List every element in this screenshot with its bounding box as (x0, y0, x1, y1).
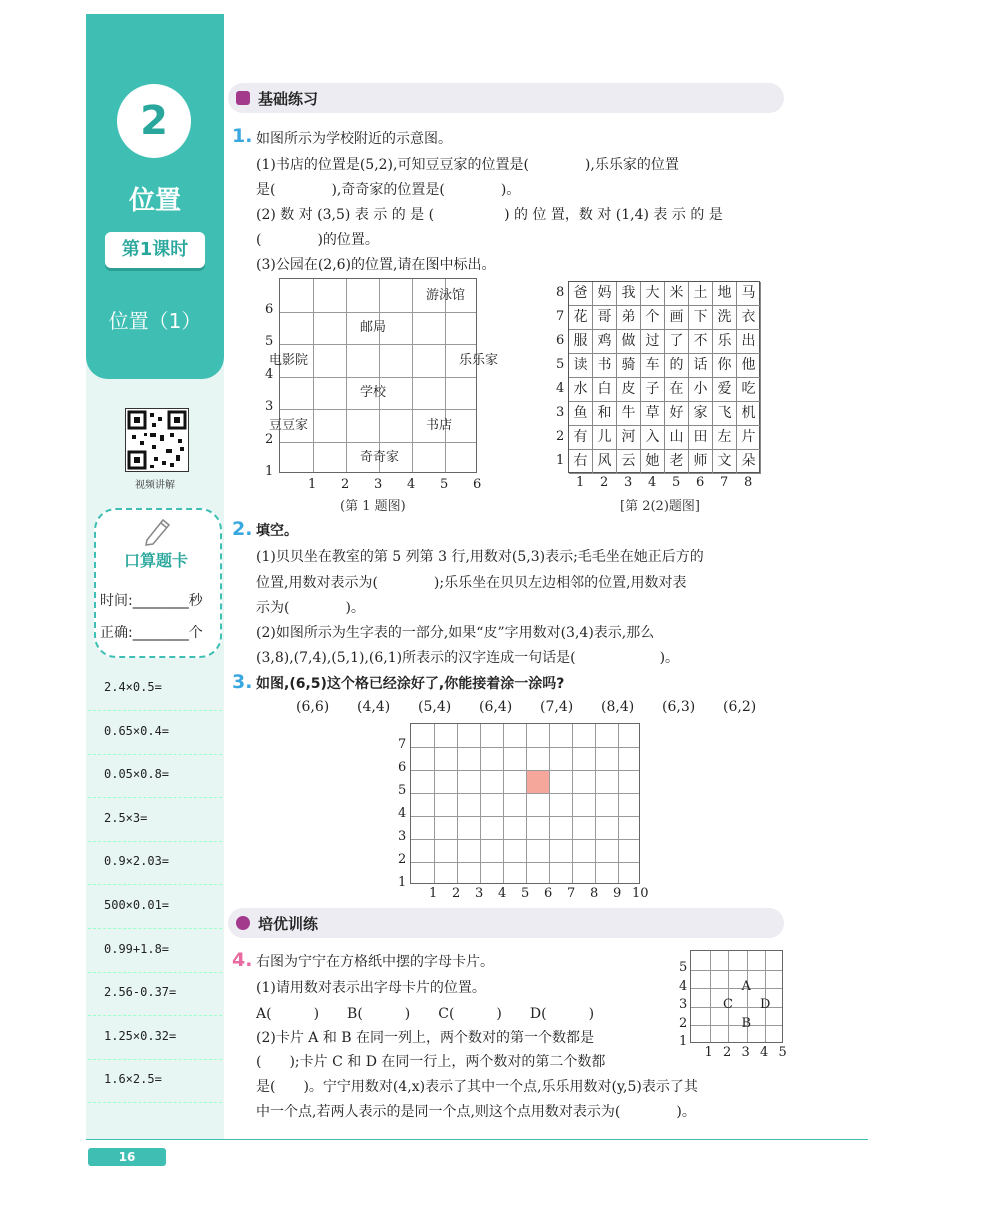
q1-line: 是( ),奇奇家的位置是( )。 (256, 182, 521, 198)
oral-item: 2.56-0.37= (104, 985, 177, 1000)
oral-item: 1.25×0.32= (104, 1028, 177, 1043)
axis-tick-label: 1 (429, 886, 438, 901)
axis-tick-label: 3 (679, 997, 688, 1012)
row-label: 1 (556, 453, 565, 468)
axis-tick-label: 6 (265, 301, 274, 317)
char-cell: 服 (569, 330, 593, 354)
row-label: 4 (556, 381, 565, 396)
axis-tick-label: 8 (590, 886, 599, 901)
axis-tick-label: 1 (308, 477, 317, 492)
char-cell: 鸡 (593, 330, 617, 354)
q4-line: 是( )。宁宁用数对(4,x)表示了其中一个点,乐乐用数对(y,5)表示了其 (256, 1079, 698, 1095)
axis-tick-label: 4 (398, 806, 407, 821)
q2-line: 位置,用数对表示为( );乐乐坐在贝贝左边相邻的位置,用数对表 (256, 575, 687, 591)
char-cell: 文 (713, 450, 737, 474)
axis-tick-label: 5 (440, 477, 449, 492)
grid-line (280, 344, 476, 345)
q1-line: (3)公园在(2,6)的位置,请在图中标出。 (256, 257, 496, 273)
lesson-title: 位置（1） (108, 309, 202, 333)
char-cell: 花 (569, 306, 593, 330)
char-cell: 话 (689, 354, 713, 378)
char-cell: 老 (665, 450, 689, 474)
q2-line: (2)如图所示为生字表的一部分,如果“皮”字用数对(3,4)表示,那么 (256, 625, 655, 641)
letter-card: D (760, 997, 771, 1012)
pencil-icon (143, 516, 171, 546)
map-place-label: 书店 (426, 417, 453, 433)
axis-tick-label: 4 (407, 477, 416, 492)
char-cell: 鱼 (569, 402, 593, 426)
coloring-grid-area[interactable] (410, 723, 640, 884)
row-label: 6 (556, 333, 565, 348)
grid-line (445, 279, 446, 472)
char-cell: 飞 (713, 402, 737, 426)
q2-line: (3,8),(7,4),(5,1),(6,1)所表示的汉字连成一句话是( )。 (256, 650, 680, 666)
q1-line: (1)书店的位置是(5,2),可知豆豆家的位置是( ),乐乐家的位置 (256, 157, 679, 173)
oral-divider (88, 797, 222, 798)
grid-line (280, 312, 476, 313)
char-cell: 和 (593, 402, 617, 426)
char-cell: 家 (689, 402, 713, 426)
char-cell: 田 (689, 426, 713, 450)
q1-intro: 如图所示为学校附近的示意图。 (256, 131, 452, 147)
char-cell: 牛 (617, 402, 641, 426)
row-label: 5 (556, 357, 565, 372)
char-cell: 读 (569, 354, 593, 378)
map-place-label: 学校 (360, 385, 387, 400)
char-cell: 洗 (713, 306, 737, 330)
oral-item: 0.9×2.03= (104, 854, 170, 869)
axis-tick-label: 2 (398, 852, 407, 867)
char-cell: 有 (569, 426, 593, 450)
oral-item: 2.5×3= (104, 810, 148, 825)
coordinate-pair: (5,4) (418, 699, 452, 715)
map-place-label: 乐乐家 (459, 352, 499, 368)
grid-line (411, 816, 639, 817)
col-label: 3 (624, 475, 633, 490)
char-cell: 骑 (617, 354, 641, 378)
coordinate-pair: (8,4) (601, 699, 635, 715)
grid-line (379, 279, 380, 472)
char-cell: 乐 (713, 330, 737, 354)
filled-cell (526, 770, 549, 793)
char-cell: 爱 (713, 378, 737, 402)
lesson-badge: 第1课时 (105, 232, 205, 268)
axis-tick-label: 7 (567, 886, 576, 901)
map-place-label: 奇奇家 (360, 450, 400, 465)
char-cell: 车 (641, 354, 665, 378)
axis-tick-label: 2 (452, 886, 461, 901)
axis-tick-label: 5 (398, 783, 407, 798)
char-cell: 他 (737, 354, 761, 378)
char-cell: 个 (641, 306, 665, 330)
char-cell: 我 (617, 282, 641, 306)
grid-line (412, 279, 413, 472)
map-place-label: 豆豆家 (269, 417, 309, 433)
oral-divider (88, 841, 222, 842)
axis-tick-label: 4 (265, 366, 274, 382)
coordinate-pair: (4,4) (357, 699, 391, 715)
page-number: 16 (88, 1148, 166, 1166)
axis-tick-label: 3 (265, 399, 274, 414)
char-cell: 大 (641, 282, 665, 306)
axis-tick-label: 6 (544, 886, 553, 901)
row-label: 7 (556, 309, 565, 324)
oral-divider (88, 754, 222, 755)
char-cell: 吃 (737, 378, 761, 402)
grid-line (411, 747, 639, 748)
axis-tick-label: 2 (723, 1044, 732, 1060)
axis-tick-label: 4 (760, 1044, 769, 1060)
char-cell: 的 (665, 354, 689, 378)
oral-item: 500×0.01= (104, 898, 170, 912)
char-cell: 衣 (737, 306, 761, 330)
col-label: 5 (672, 475, 681, 490)
axis-tick-label: 5 (265, 334, 274, 349)
map-place-label: 电影院 (269, 352, 309, 368)
char-cell: 右 (569, 450, 593, 474)
axis-tick-label: 3 (741, 1044, 750, 1060)
coordinate-pair: (7,4) (540, 699, 574, 715)
axis-tick-label: 5 (778, 1044, 787, 1060)
map-grid[interactable] (279, 278, 477, 473)
char-cell: 爸 (569, 282, 593, 306)
grid-line (346, 279, 347, 472)
unit-title: 位置 (128, 186, 181, 216)
q1-line: (2) 数 对 (3,5) 表 示 的 是 ( ) 的 位 置，数 对 (1,4) 表 示 的 是 (256, 207, 723, 223)
coordinate-pair: (6,2) (723, 699, 757, 715)
char-cell: 弟 (617, 306, 641, 330)
row-label: 8 (556, 285, 565, 300)
grid-line (280, 409, 476, 410)
axis-tick-label: 9 (613, 886, 622, 901)
oral-divider (88, 710, 222, 711)
char-cell: 儿 (593, 426, 617, 450)
char-cell: 下 (689, 306, 713, 330)
char-cell: 哥 (593, 306, 617, 330)
axis-tick-label: 4 (679, 978, 688, 994)
oral-divider (88, 1102, 222, 1103)
grid-line (710, 951, 711, 1042)
col-label: 8 (744, 475, 753, 490)
char-cell: 皮 (617, 378, 641, 402)
coordinate-pair: (6,3) (662, 699, 696, 715)
grid-line (411, 839, 639, 840)
char-cell: 过 (641, 330, 665, 354)
card-title: 口算题卡 (123, 551, 188, 570)
char-cell: 片 (737, 426, 761, 450)
char-cell: 风 (593, 450, 617, 474)
axis-tick-label: 1 (679, 1034, 688, 1049)
char-cell: 草 (641, 402, 665, 426)
qr-code-icon[interactable] (125, 408, 189, 472)
col-label: 6 (696, 475, 705, 490)
oral-item: 1.6×2.5= (104, 1072, 162, 1087)
q4-line: (2)卡片 A 和 B 在同一列上，两个数对的第一个数都是 (256, 1030, 595, 1046)
heart-icon (236, 916, 250, 930)
coordinate-pair: (6,4) (479, 699, 513, 715)
char-cell: 土 (689, 282, 713, 306)
char-cell: 入 (641, 426, 665, 450)
axis-tick-label: 3 (398, 829, 407, 844)
char-cell: 水 (569, 378, 593, 402)
grid-line (411, 793, 639, 794)
char-cell: 白 (593, 378, 617, 402)
char-cell: 子 (641, 378, 665, 402)
axis-tick-label: 1 (398, 875, 407, 890)
grid-line (691, 988, 782, 989)
char-cell: 机 (737, 402, 761, 426)
axis-tick-label: 2 (679, 1015, 688, 1031)
char-cell: 师 (689, 450, 713, 474)
qr-label: 视频讲解 (135, 480, 175, 491)
q4-line: A( ) B( ) C( ) D( ) (256, 1006, 595, 1022)
char-cell: 左 (713, 426, 737, 450)
axis-tick-label: 7 (398, 737, 407, 752)
q4-intro: 右图为宁宁在方格纸中摆的字母卡片。 (256, 954, 494, 970)
axis-tick-label: 3 (475, 886, 484, 901)
oral-item: 0.65×0.4= (104, 723, 170, 738)
letter-card: B (741, 1015, 752, 1031)
axis-tick-label: 1 (704, 1044, 713, 1060)
char-cell: 米 (665, 282, 689, 306)
col-label: 4 (648, 475, 657, 490)
char-cell: 画 (665, 306, 689, 330)
axis-tick-label: 6 (398, 760, 407, 775)
char-cell: 做 (617, 330, 641, 354)
document-icon (236, 91, 250, 105)
letter-card: C (723, 997, 733, 1012)
q1-line: ( )的位置。 (256, 232, 379, 248)
question-number: 1. (232, 125, 253, 147)
q2-line: 示为( )。 (256, 600, 365, 616)
grid-line (691, 1025, 782, 1026)
axis-tick-label: 1 (265, 464, 274, 479)
grid-line (411, 862, 639, 863)
section-title-advanced: 培优训练 (258, 915, 319, 933)
char-cell: 小 (689, 378, 713, 402)
axis-tick-label: 4 (498, 886, 507, 901)
col-label: 7 (720, 475, 729, 490)
oral-divider (88, 972, 222, 973)
question-number: 3. (232, 671, 253, 693)
q2-title: 填空。 (256, 523, 298, 539)
q3-title: 如图,(6,5)这个格已经涂好了,你能接着涂一涂吗? (256, 676, 565, 692)
oral-divider (88, 1015, 222, 1016)
char-cell: 好 (665, 402, 689, 426)
char-cell: 云 (617, 450, 641, 474)
grid-line (411, 770, 639, 771)
col-label: 1 (576, 475, 585, 490)
char-cell: 河 (617, 426, 641, 450)
char-cell: 山 (665, 426, 689, 450)
col-label: 2 (600, 475, 609, 490)
grid-line (313, 279, 314, 472)
oral-item: 0.05×0.8= (104, 767, 170, 782)
q2-line: (1)贝贝坐在教室的第 5 列第 3 行,用数对(5,3)表示;毛毛坐在她正后方的 (256, 549, 704, 565)
char-cell: 朵 (737, 450, 761, 474)
axis-tick-label: 5 (521, 886, 530, 901)
axis-tick-label: 10 (632, 886, 649, 901)
letter-card: A (741, 978, 751, 994)
char-grid (568, 281, 760, 473)
char-cell: 妈 (593, 282, 617, 306)
oral-item: 2.4×0.5= (104, 680, 162, 694)
axis-tick-label: 3 (374, 477, 383, 492)
char-cell: 地 (713, 282, 737, 306)
char-cell: 书 (593, 354, 617, 378)
map-place-label: 游泳馆 (426, 287, 466, 303)
footer-line (86, 1139, 868, 1140)
time-label: 时间:________秒 (100, 593, 203, 609)
oral-item: 0.99+1.8= (104, 941, 170, 956)
char-cell: 了 (665, 330, 689, 354)
question-number: 4. (232, 949, 253, 971)
correct-label: 正确:________个 (100, 625, 203, 641)
axis-tick-label: 6 (473, 477, 482, 492)
char-cell: 不 (689, 330, 713, 354)
oral-divider (88, 1059, 222, 1060)
unit-number: 2 (117, 84, 191, 158)
char-cell: 出 (737, 330, 761, 354)
char-cell: 在 (665, 378, 689, 402)
oral-divider (88, 928, 222, 929)
section-title-basic: 基础练习 (258, 90, 319, 108)
char-cell: 你 (713, 354, 737, 378)
coordinate-pair: (6,6) (296, 699, 330, 715)
char-cell: 她 (641, 450, 665, 474)
grid-line (280, 442, 476, 443)
q4-line: ( );卡片 C 和 D 在同一行上，两个数对的第二个数都 (256, 1054, 606, 1070)
axis-tick-label: 5 (679, 960, 688, 975)
figure-caption: [第 2(2)题图] (620, 499, 700, 514)
q4-line: (1)请用数对表示出字母卡片的位置。 (256, 980, 486, 996)
grid-line (280, 377, 476, 378)
axis-tick-label: 2 (341, 477, 350, 492)
grid-line (691, 970, 782, 971)
q4-line: 中一个点,若两人表示的是同一个点,则这个点用数对表示为( )。 (256, 1104, 696, 1120)
row-label: 3 (556, 405, 565, 420)
question-number: 2. (232, 518, 253, 540)
row-label: 2 (556, 429, 565, 444)
char-cell: 马 (737, 282, 761, 306)
axis-tick-label: 2 (265, 431, 274, 447)
oral-divider (88, 884, 222, 885)
figure-caption: (第 1 题图) (340, 499, 406, 514)
map-place-label: 邮局 (360, 320, 387, 335)
